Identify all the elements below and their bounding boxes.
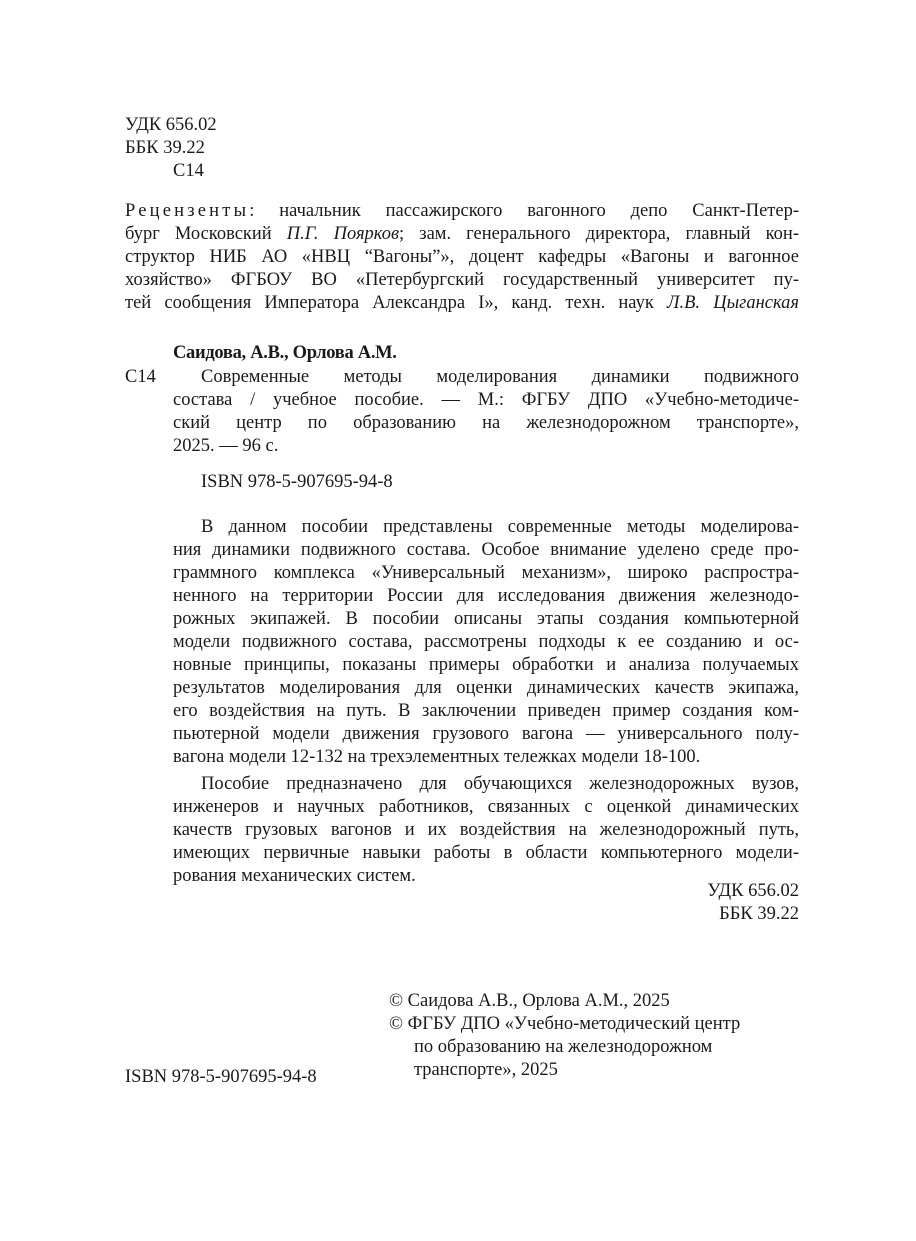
copyright-publisher-cont: по образованию на железнодорожном xyxy=(414,1037,713,1057)
reviewers-line xyxy=(125,292,799,314)
abstract-line: граммного комплекса «Универсальный механизм», широко распростра- xyxy=(173,563,799,583)
abstract-line: инженеров и научных работников, связанных с оценкой динамических xyxy=(173,797,799,817)
reviewer-name: Л.В. Цыганская xyxy=(666,293,799,313)
abstract-line: рожных экипажей. В пособии описаны этапы создания компьютерной xyxy=(173,609,799,629)
abstract-line: В данном пособии представлены современные методы моделирова- xyxy=(201,517,799,537)
reviewers-text: тей сообщения Императора Александра I», канд. техн. наук xyxy=(125,293,667,313)
reviewers-text: бург Московский xyxy=(125,224,287,244)
abstract-line: ненного на территории России для исследования движения железнодо- xyxy=(173,586,799,606)
copyright-publisher: © ФГБУ ДПО «Учебно-методический центр xyxy=(389,1014,741,1034)
footer-bbk-code: ББК 39.22 xyxy=(719,904,799,924)
udk-code: УДК 656.02 xyxy=(125,115,217,135)
abstract-line: модели подвижного состава, рассмотрены подходы к ее созданию и ос- xyxy=(173,632,799,652)
book-description-line: 2025. — 96 с. xyxy=(173,436,279,456)
author-mark: С14 xyxy=(173,161,204,181)
abstract-line: его воздействия на путь. В заключении приведен пример создания ком- xyxy=(173,701,799,721)
bbk-code: ББК 39.22 xyxy=(125,138,205,158)
footer-udk-code: УДК 656.02 xyxy=(707,881,799,901)
book-description-line: ский центр по образованию на железнодорожном транспорте», xyxy=(173,413,799,433)
copyright-authors: © Саидова А.В., Орлова А.М., 2025 xyxy=(389,991,670,1011)
reviewers-line: хозяйство» ФГБОУ ВО «Петербургский государственный университет пу- xyxy=(125,270,799,290)
reviewers-line xyxy=(125,200,799,222)
abstract-line: Пособие предназначено для обучающихся железнодорожных вузов, xyxy=(201,774,799,794)
abstract-line: пьютерной модели движения грузового вагона — универсального полу- xyxy=(173,724,799,744)
reviewers-label: Рецензенты xyxy=(125,201,250,221)
book-isbn: ISBN 978-5-907695-94-8 xyxy=(201,472,393,492)
reviewer-name: П.Г. Поярков xyxy=(286,224,400,244)
abstract-line: имеющих первичные навыки работы в области компьютерного модели- xyxy=(173,843,799,863)
copyright-publisher-cont: транспорте», 2025 xyxy=(414,1060,558,1080)
bibliographic-mark: С14 xyxy=(125,367,156,387)
reviewers-line xyxy=(125,223,799,245)
book-authors: Саидова, А.В., Орлова А.М. xyxy=(173,343,397,363)
abstract-line: новные принципы, показаны примеры обработки и анализа получаемых xyxy=(173,655,799,675)
abstract-line: вагона модели 12-132 на трехэлементных тележках модели 18-100. xyxy=(173,747,701,767)
abstract-line: качеств грузовых вагонов и их воздействия на железнодорожный путь, xyxy=(173,820,799,840)
reviewers-line: структор НИБ АО «НВЦ “Вагоны”», доцент кафедры «Вагоны и вагонное xyxy=(125,247,799,267)
reviewers-text: : начальник пассажирского вагонного депо Санкт-Петер- xyxy=(249,201,799,221)
bottom-isbn: ISBN 978-5-907695-94-8 xyxy=(125,1067,317,1087)
reviewers-text: ; зам. генерального директора, главный кон- xyxy=(399,224,799,244)
abstract-line: ния динамики подвижного состава. Особое внимание уделено среде про- xyxy=(173,540,799,560)
book-description-line: Современные методы моделирования динамики подвижного xyxy=(201,367,799,387)
abstract-line: результатов моделирования для оценки динамических качеств экипажа, xyxy=(173,678,799,698)
book-description-line: состава / учебное пособие. — М.: ФГБУ ДПО «Учебно-методиче- xyxy=(173,390,799,410)
abstract-line: рования механических систем. xyxy=(173,866,416,886)
